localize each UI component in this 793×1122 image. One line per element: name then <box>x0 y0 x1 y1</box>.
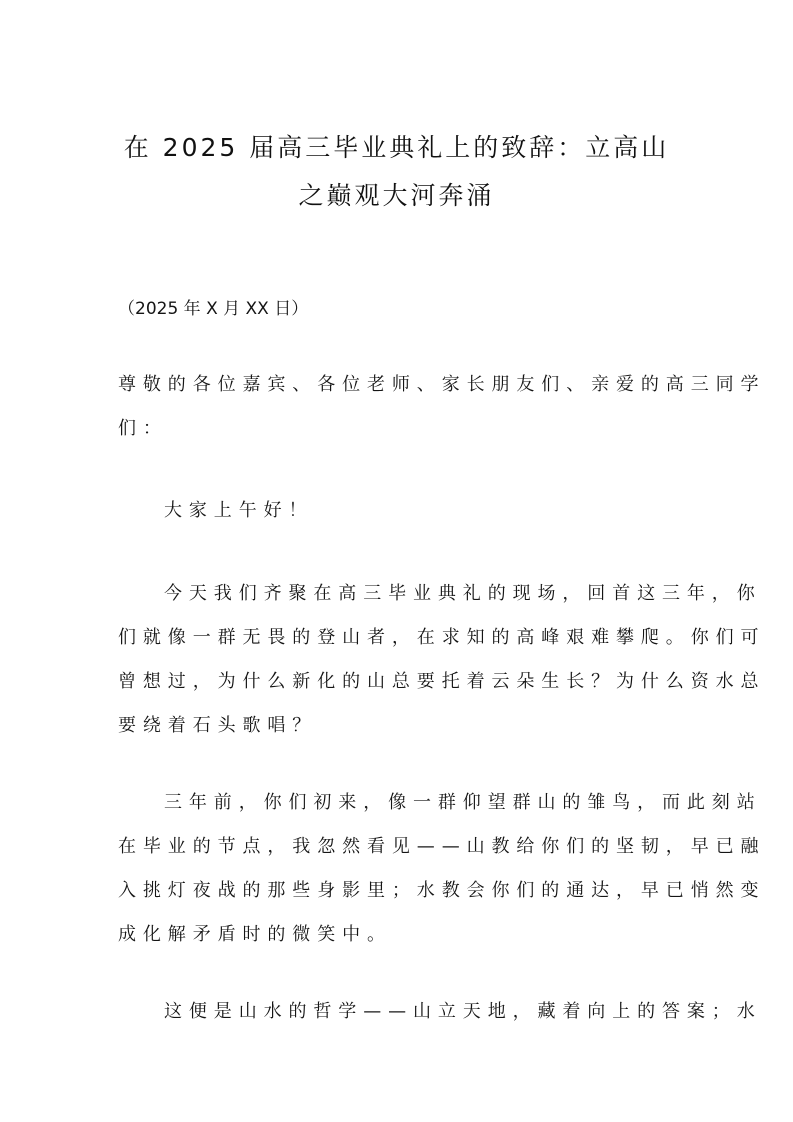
paragraph-1-line-2: 们就像一群无畏的登山者，在求知的高峰艰难攀爬。你们可 <box>118 627 766 648</box>
salutation-line-2: 们： <box>118 418 168 439</box>
paragraph-1-line-1: 今天我们齐聚在高三毕业典礼的现场，回首这三年，你 <box>164 583 762 604</box>
document-date: （2025 年 X 月 XX 日） <box>118 299 309 319</box>
greeting: 大家上午好！ <box>164 500 314 521</box>
salutation-line-1: 尊敬的各位嘉宾、各位老师、家长朋友们、亲爱的高三同学 <box>118 374 766 395</box>
paragraph-2-line-1: 三年前，你们初来，像一群仰望群山的雏鸟，而此刻站 <box>164 792 762 813</box>
paragraph-1-line-4: 要绕着石头歌唱？ <box>118 715 318 736</box>
paragraph-1-line-3: 曾想过，为什么新化的山总要托着云朵生长？为什么资水总 <box>118 671 766 692</box>
document-title-line-1: 在 2025 届高三毕业典礼上的致辞：立高山 <box>123 133 670 162</box>
paragraph-2-line-4: 成化解矛盾时的微笑中。 <box>118 924 392 945</box>
paragraph-2-line-2: 在毕业的节点，我忽然看见——山教给你们的坚韧，早已融 <box>118 836 766 857</box>
paragraph-2-line-3: 入挑灯夜战的那些身影里；水教会你们的通达，早已悄然变 <box>118 880 766 901</box>
document-title-line-2: 之巅观大河奔涌 <box>298 181 495 210</box>
paragraph-3-line-1: 这便是山水的哲学——山立天地，藏着向上的答案；水 <box>164 1001 762 1022</box>
